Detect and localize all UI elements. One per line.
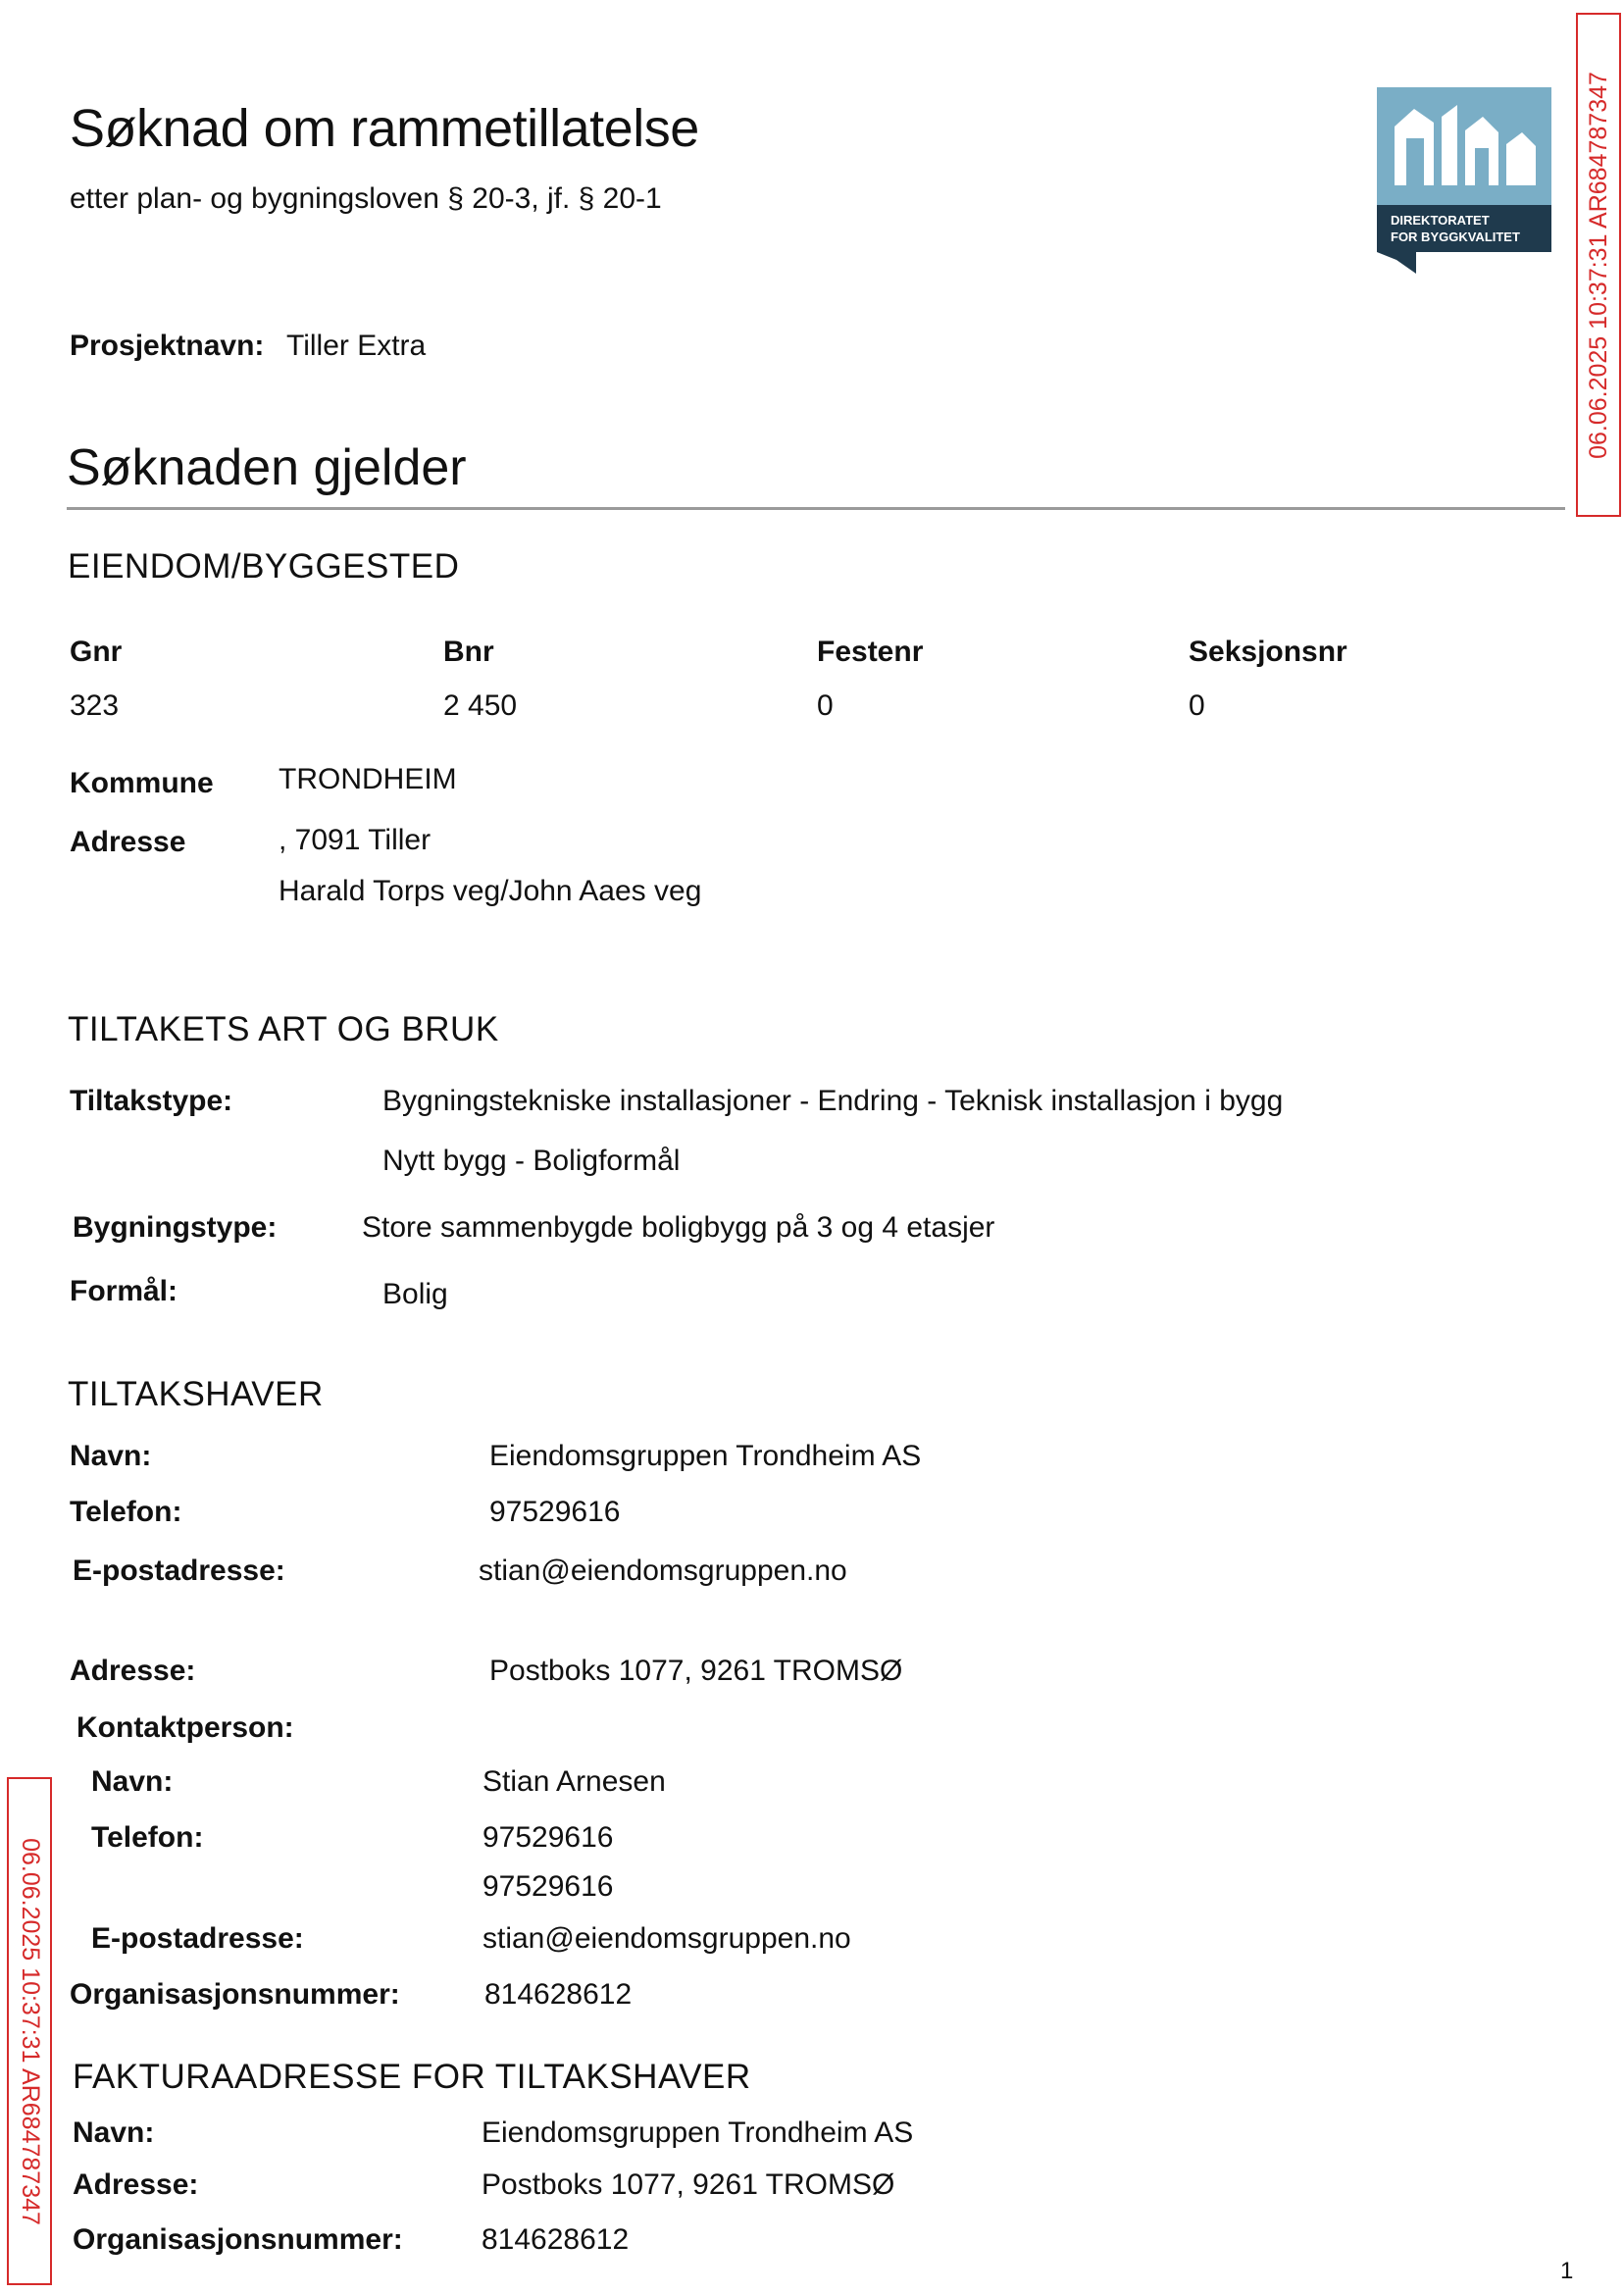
kontakt-epost-value: stian@eiendomsgruppen.no	[482, 1922, 851, 1955]
logo-text-line2: FOR BYGGKVALITET	[1391, 229, 1520, 244]
gnr-label: Gnr	[70, 636, 123, 668]
tiltakshaver-navn-value: Eiendomsgruppen Trondheim AS	[489, 1440, 922, 1472]
kontakt-telefon-value-2: 97529616	[482, 1870, 614, 1903]
bygningstype-label: Bygningstype:	[73, 1211, 278, 1244]
tiltakshaver-adresse-label: Adresse:	[70, 1655, 196, 1687]
adresse-label: Adresse	[70, 826, 186, 858]
eiendom-heading: EIENDOM/BYGGESTED	[68, 547, 460, 586]
received-stamp-side	[7, 1777, 52, 2285]
festenr-label: Festenr	[817, 636, 924, 668]
seksjonsnr-label: Seksjonsnr	[1189, 636, 1347, 668]
page-number: 1	[1560, 2258, 1574, 2284]
received-stamp-top	[1576, 13, 1621, 517]
dibk-logo	[1377, 87, 1551, 274]
faktura-orgnr-value: 814628612	[482, 2223, 630, 2256]
tiltakshaver-epost-value: stian@eiendomsgruppen.no	[479, 1555, 847, 1587]
tiltakstype-value-1: Bygningstekniske installasjoner - Endring - Teknisk installasjon i bygg	[382, 1085, 1284, 1117]
adresse-line1: , 7091 Tiller	[279, 824, 431, 856]
gnr-value: 323	[70, 689, 120, 722]
festenr-value: 0	[817, 689, 834, 722]
seksjonsnr-value: 0	[1189, 689, 1205, 722]
document-title: Søknad om rammetillatelse	[70, 99, 699, 158]
kontakt-epost-label: E-postadresse:	[91, 1922, 304, 1955]
tiltakstype-value-2: Nytt bygg - Boligformål	[382, 1145, 681, 1177]
bnr-label: Bnr	[443, 636, 494, 668]
kontakt-navn-value: Stian Arnesen	[482, 1765, 666, 1798]
bnr-value: 2 450	[443, 689, 518, 722]
tiltakstype-label: Tiltakstype:	[70, 1085, 233, 1117]
tiltakshaver-telefon-value: 97529616	[489, 1496, 621, 1528]
faktura-heading: FAKTURAADRESSE FOR TILTAKSHAVER	[73, 2058, 751, 2096]
section-heading: Søknaden gjelder	[67, 439, 467, 496]
formal-value: Bolig	[382, 1278, 448, 1310]
tiltakshaver-telefon-label: Telefon:	[70, 1496, 182, 1528]
tiltakshaver-orgnr-label: Organisasjonsnummer:	[70, 1978, 400, 2011]
adresse-line2: Harald Torps veg/John Aaes veg	[279, 875, 702, 907]
tiltak-heading: TILTAKETS ART OG BRUK	[68, 1010, 499, 1048]
tiltakshaver-heading: TILTAKSHAVER	[68, 1375, 324, 1413]
formal-label: Formål:	[70, 1275, 178, 1307]
project-name-value: Tiller Extra	[286, 330, 427, 362]
faktura-orgnr-label: Organisasjonsnummer:	[73, 2223, 403, 2256]
kontaktperson-label: Kontaktperson:	[76, 1711, 294, 1744]
kommune-value: TRONDHEIM	[279, 763, 457, 795]
stamp-text-top: 06.06.2025 10:37:31 AR684787347	[1584, 71, 1612, 459]
kommune-label: Kommune	[70, 767, 214, 799]
logo-text-line1: DIREKTORATET	[1391, 213, 1490, 228]
bygningstype-value: Store sammenbygde boligbygg på 3 og 4 etasjer	[362, 1211, 995, 1244]
kontakt-telefon-label: Telefon:	[91, 1821, 204, 1854]
project-name-label: Prosjektnavn:	[70, 330, 265, 362]
tiltakshaver-orgnr-value: 814628612	[484, 1978, 633, 2011]
kontakt-telefon-value-1: 97529616	[482, 1821, 614, 1854]
tiltakshaver-adresse-value: Postboks 1077, 9261 TROMSØ	[489, 1655, 903, 1687]
faktura-adresse-label: Adresse:	[73, 2168, 199, 2201]
stamp-text-side: 06.06.2025 10:37:31 AR684787347	[16, 1837, 44, 2225]
section-divider	[67, 507, 1565, 510]
faktura-navn-label: Navn:	[73, 2116, 155, 2149]
faktura-adresse-value: Postboks 1077, 9261 TROMSØ	[482, 2168, 895, 2201]
tiltakshaver-navn-label: Navn:	[70, 1440, 152, 1472]
faktura-navn-value: Eiendomsgruppen Trondheim AS	[482, 2116, 914, 2149]
document-subtitle: etter plan- og bygningsloven § 20-3, jf. § 20-1	[70, 182, 662, 215]
kontakt-navn-label: Navn:	[91, 1765, 174, 1798]
tiltakshaver-epost-label: E-postadresse:	[73, 1555, 285, 1587]
